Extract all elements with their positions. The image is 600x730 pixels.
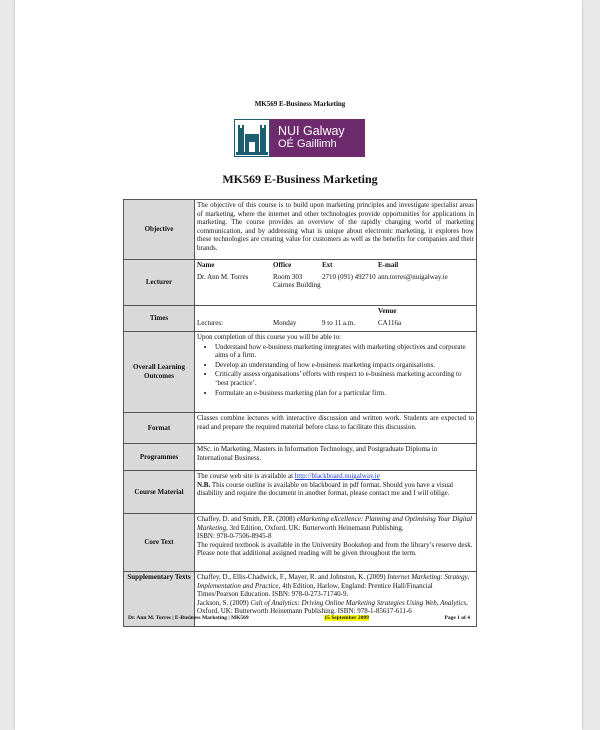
course-material-note: This course outline is available on blackboard in pdf format. Should you have a visual disability and require the document in another format, please contact me and I will oblige. — [197, 480, 454, 498]
row-programmes — [124, 444, 477, 471]
row-course-material — [124, 471, 477, 514]
label-programmes: Programmes — [124, 444, 195, 471]
lecturer-email: ann.torres@nuigalway.ie — [378, 272, 448, 281]
times-day: Monday — [273, 318, 297, 327]
objective-text: The objective of this course is to build upon marketing principles and investigate specialist areas of marketing, where the internet and other technologies provide opportunities for applications in marketing. The course provides an overview of the rapidly changing world of marketing communication, and by addressing what is unique about electronic marketing, it explores how these technologies are creating value for customers as well as the benefits for companies and their brands. — [195, 200, 477, 260]
format-text: Classes combine lectures with interactive discussion and written work. Students are expected to read and prepare the required material before class to facilitate this discussion. — [195, 413, 477, 444]
footer-page-number: Page 1 of 4 — [444, 615, 470, 621]
footer-date: 15 September 2009 — [324, 615, 369, 621]
label-outcomes: Overall Learning Outcomes — [124, 332, 195, 413]
row-outcomes — [124, 332, 477, 413]
list-item: • Critically assess organisations’ efforts with respect to e-business marketing according to ‘best practice’. — [215, 370, 474, 387]
header-venue: Venue — [378, 307, 397, 315]
header-office: Office — [273, 261, 292, 269]
label-supplementary: Supplementary Texts — [124, 572, 195, 627]
label-format: Format — [124, 413, 195, 444]
times-type: Lectures: — [197, 318, 224, 327]
outcomes-intro: Upon completion of this course you will be able to: — [197, 333, 342, 341]
core-text-isbn: ISBN: 978-0-7506-8945-8 — [197, 532, 272, 541]
outcomes-list — [197, 343, 474, 398]
core-text-publisher: , 3rd Edition, Oxford, UK: Butterworth Heinemann Publishing. — [226, 523, 404, 532]
supp-ref2-publisher: , Oxford, UK: Butterworth Heinemann Publishing. ISBN: 978-1-85617-611-6 — [197, 598, 468, 616]
core-text-authors: Chaffey, D. and Smith, P.R. (2008) — [197, 515, 297, 523]
label-times: Times — [124, 306, 195, 332]
course-material-text: The course web site is available at — [197, 472, 295, 480]
header-ext: Ext — [322, 261, 333, 269]
header-name: Name — [197, 261, 215, 269]
castle-crest-icon — [234, 119, 270, 157]
lecturer-office: Room 303 Cairnes Building — [273, 272, 321, 290]
running-header: MK569 E-Business Marketing — [254, 100, 346, 108]
lecturer-name: Dr. Ann M. Torres — [197, 272, 249, 281]
label-core-text: Core Text — [124, 514, 195, 572]
core-text-title: eMarketing eXcellence: Planning and Optimising Your Digital Marketing — [197, 515, 473, 532]
supp-ref1-publisher: , 4th Edition, Harlow, England: Prentice Hall/Financial Times/Pearson Education. ISBN: 978-0-273-71740-9. — [197, 581, 433, 599]
row-objective — [124, 200, 477, 260]
programmes-text: MSc. in Marketing, Masters in Information Technology, and Postgraduate Diploma in International Business. — [195, 444, 477, 471]
lecturer-ext: 2710 (091) 492710 — [322, 272, 376, 281]
supp-ref1-title: Internet Marketing: Strategy, Implementation and Practice — [197, 573, 470, 590]
list-item: • Formulate an e-business marketing plan for a particular firm. — [215, 389, 474, 398]
supp-ref1-authors: Chaffey, D., Ellis-Chadwick, F., Mayer, R. and Johnston, K. (2009) — [197, 573, 388, 581]
core-text-note-2: Please note that additional assigned reading will be given throughout the term. — [197, 549, 417, 558]
label-course-material: Course Material — [124, 471, 195, 514]
label-objective: Objective — [124, 200, 195, 260]
header-email: E-mail — [378, 261, 399, 269]
logo-line-1: NUI Galway — [278, 124, 345, 138]
document-title: MK569 E-Business Marketing — [222, 172, 378, 186]
blackboard-link[interactable]: http://blackboard.nuigalway.ie — [294, 472, 380, 480]
supp-ref2-title: Cult of Analytics: Driving Online Marketing Strategies Using Web, Analytics — [250, 598, 467, 607]
nb-label: N.B. — [197, 480, 211, 489]
times-time: 9 to 11 a.m. — [322, 318, 355, 327]
label-lecturer: Lecturer — [124, 260, 195, 306]
list-item: • Develop an understanding of how e-business marketing impacts organisations. — [215, 361, 474, 370]
row-format — [124, 413, 477, 444]
core-text-note-1: The required textbook is available in the University Bookshop and from the library’s reserve desk. — [197, 540, 473, 549]
course-outline-table — [123, 199, 477, 627]
supp-ref2-authors: Jackson, S. (2009) — [197, 598, 251, 607]
university-logo — [234, 119, 365, 157]
list-item: • Understand how e-business marketing integrates with marketing objectives and corporate aims of a firm. — [215, 343, 474, 360]
times-venue: CA116a — [378, 318, 402, 327]
footer-left: Dr. Ann M. Torres | E-Business Marketing | MK569 — [128, 615, 249, 621]
row-core-text — [124, 514, 477, 572]
page-footer — [128, 615, 470, 621]
row-lecturer — [124, 260, 477, 306]
row-times — [124, 306, 477, 332]
logo-line-2: OÉ Gaillimh — [278, 138, 337, 150]
